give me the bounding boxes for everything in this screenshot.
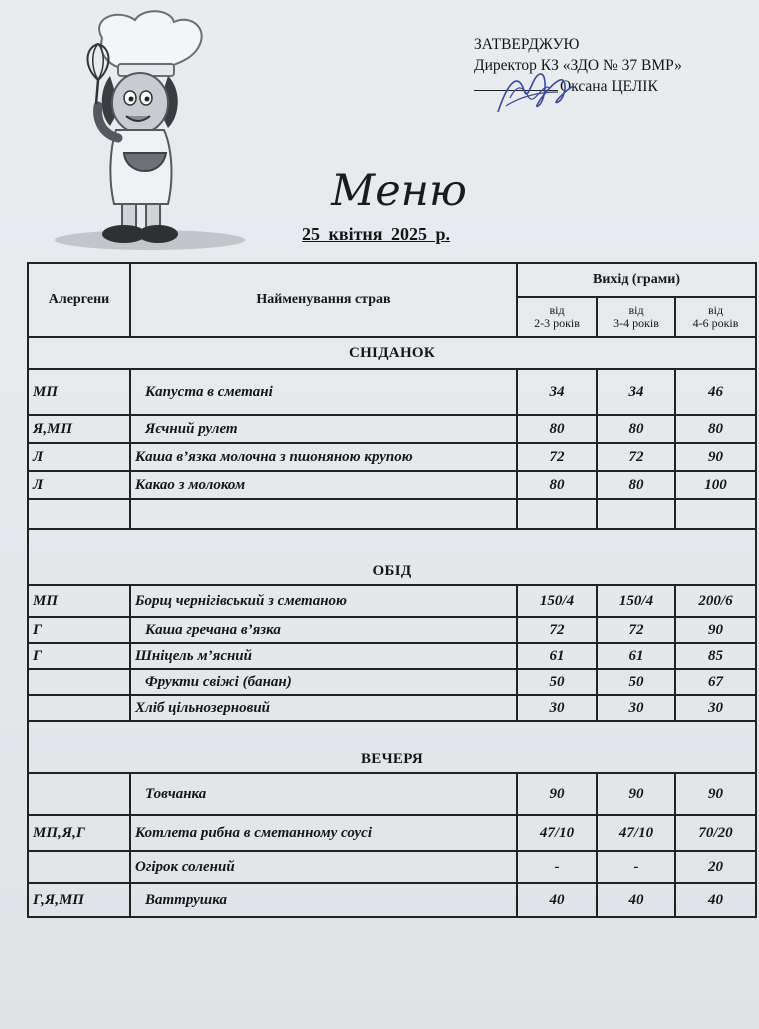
menu-row (28, 773, 756, 815)
menu-row (28, 883, 756, 917)
portion-3-4-cell: 30 (597, 695, 675, 721)
dish-cell: Каша гречана в’язка (130, 617, 517, 643)
dish-cell (130, 499, 517, 529)
dish-cell: Котлета рибна в сметанному соусі (130, 815, 517, 851)
menu-row (28, 851, 756, 883)
menu-row (28, 471, 756, 499)
allergen-cell: МП (28, 369, 130, 415)
portion-2-3-cell: - (517, 851, 597, 883)
portion-3-4-cell: 80 (597, 471, 675, 499)
dish-cell: Товчанка (130, 773, 517, 815)
allergen-cell: Г,Я,МП (28, 883, 130, 917)
menu-row (28, 669, 756, 695)
dish-cell: Яєчний рулет (130, 415, 517, 443)
menu-date: 25 квітня 2025 р. (302, 224, 451, 244)
approval-name: Оксана ЦЕЛІК (560, 78, 658, 95)
portion-4-6-cell: 90 (675, 773, 756, 815)
menu-row (28, 643, 756, 669)
portion-2-3-cell: 40 (517, 883, 597, 917)
portion-4-6-cell: 40 (675, 883, 756, 917)
header-age-3-4: від 3-4 років (597, 297, 675, 337)
portion-2-3-cell: 47/10 (517, 815, 597, 851)
portion-4-6-cell: 90 (675, 617, 756, 643)
menu-row (28, 695, 756, 721)
portion-4-6-cell: 70/20 (675, 815, 756, 851)
portion-3-4-cell: 61 (597, 643, 675, 669)
portion-3-4-cell: 72 (597, 617, 675, 643)
dish-cell: Шніцель м’ясний (130, 643, 517, 669)
portion-3-4-cell: - (597, 851, 675, 883)
portion-2-3-cell: 61 (517, 643, 597, 669)
menu-table (27, 262, 757, 918)
section-heading: ВЕЧЕРЯ (28, 721, 756, 773)
allergen-cell: Я,МП (28, 415, 130, 443)
menu-row (28, 585, 756, 617)
portion-2-3-cell: 90 (517, 773, 597, 815)
approval-heading: ЗАТВЕРДЖУЮ (474, 36, 580, 53)
portion-4-6-cell: 80 (675, 415, 756, 443)
dish-cell: Какао з молоком (130, 471, 517, 499)
allergen-cell: Г (28, 617, 130, 643)
allergen-cell (28, 695, 130, 721)
portion-2-3-cell: 80 (517, 471, 597, 499)
portion-4-6-cell: 30 (675, 695, 756, 721)
portion-2-3-cell: 34 (517, 369, 597, 415)
portion-3-4-cell (597, 499, 675, 529)
portion-2-3-cell: 80 (517, 415, 597, 443)
menu-row (28, 815, 756, 851)
portion-2-3-cell: 150/4 (517, 585, 597, 617)
portion-2-3-cell: 30 (517, 695, 597, 721)
allergen-cell (28, 773, 130, 815)
allergen-cell: Л (28, 471, 130, 499)
portion-4-6-cell: 85 (675, 643, 756, 669)
allergen-cell (28, 669, 130, 695)
header-allergens: Алергени (28, 263, 130, 337)
menu-row (28, 369, 756, 415)
portion-2-3-cell: 72 (517, 443, 597, 471)
chef-illustration (40, 8, 270, 258)
dish-cell: Хліб цільнозерновий (130, 695, 517, 721)
portion-4-6-cell: 200/6 (675, 585, 756, 617)
dish-cell: Ваттрушка (130, 883, 517, 917)
allergen-cell (28, 499, 130, 529)
portion-4-6-cell: 46 (675, 369, 756, 415)
menu-row (28, 443, 756, 471)
portion-3-4-cell: 90 (597, 773, 675, 815)
portion-3-4-cell: 80 (597, 415, 675, 443)
header-age-4-6: від 4-6 років (675, 297, 756, 337)
allergen-cell: Г (28, 643, 130, 669)
portion-4-6-cell: 90 (675, 443, 756, 471)
portion-3-4-cell: 47/10 (597, 815, 675, 851)
dish-cell: Борщ чернігівський з сметаною (130, 585, 517, 617)
allergen-cell (28, 851, 130, 883)
header-age-2-3: від 2-3 років (517, 297, 597, 337)
handwritten-signature (488, 62, 578, 120)
portion-3-4-cell: 150/4 (597, 585, 675, 617)
dish-cell: Огірок солений (130, 851, 517, 883)
portion-3-4-cell: 72 (597, 443, 675, 471)
portion-3-4-cell: 50 (597, 669, 675, 695)
portion-4-6-cell (675, 499, 756, 529)
section-heading: ОБІД (28, 529, 756, 585)
portion-3-4-cell: 40 (597, 883, 675, 917)
portion-2-3-cell (517, 499, 597, 529)
menu-row (28, 415, 756, 443)
menu-row (28, 499, 756, 529)
header-dish: Найменування страв (130, 263, 517, 337)
dish-cell: Фрукти свіжі (банан) (130, 669, 517, 695)
menu-row (28, 617, 756, 643)
page-title: Меню (331, 166, 467, 216)
menu-body (28, 337, 756, 917)
portion-4-6-cell: 67 (675, 669, 756, 695)
portion-2-3-cell: 72 (517, 617, 597, 643)
portion-4-6-cell: 20 (675, 851, 756, 883)
dish-cell: Каша в’язка молочна з пшоняною крупою (130, 443, 517, 471)
approval-position: Директор КЗ «ЗДО № 37 ВМР» (474, 57, 682, 74)
section-heading: СНІДАНОК (28, 337, 756, 369)
portion-2-3-cell: 50 (517, 669, 597, 695)
dish-cell: Капуста в сметані (130, 369, 517, 415)
portion-4-6-cell: 100 (675, 471, 756, 499)
allergen-cell: МП,Я,Г (28, 815, 130, 851)
allergen-cell: Л (28, 443, 130, 471)
header-output: Вихід (грами) (517, 263, 756, 297)
portion-3-4-cell: 34 (597, 369, 675, 415)
allergen-cell: МП (28, 585, 130, 617)
